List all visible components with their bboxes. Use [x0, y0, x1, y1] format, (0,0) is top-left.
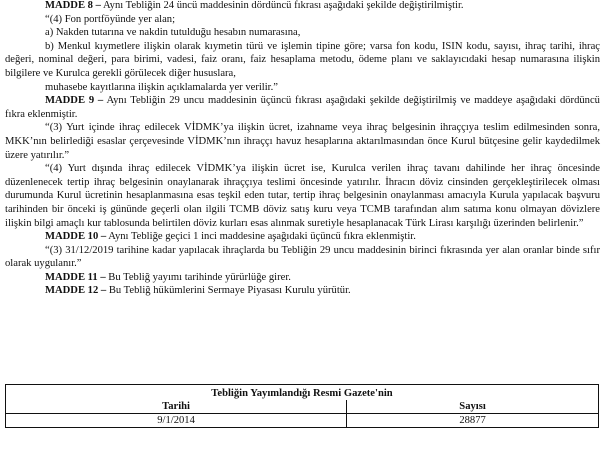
- document-body: [5, 0, 600, 298]
- madde-12-paragraph: [5, 284, 600, 298]
- publication-table-title-row: [6, 385, 599, 401]
- madde-8-text: Aynı Tebliğin 24 üncü maddesinin dördüncü fıkrası aşağıdaki şekilde değiştirilmiştir.: [100, 0, 464, 11]
- publication-table-header-row: [6, 400, 599, 414]
- madde-10-paragraph: [5, 230, 600, 244]
- fikra-4-paragraph: “(4) Yurt dışında ihraç edilecek VİDMK’ya ilişkin ücret ise, Kurulca verilen ihraç tavanı dahilinde her ihraç öncesinde düzenlenecek tertip ihraç belgesinin onaylanarak ihraççıya teslimi öncesinde yatırılır. İhracın döviz cinsinden gerçekleştirilecek olması durumunda Kurul ücretinin hesaplanmasına esas teşkil eden tutar, tertip ihraç belgesinin onaylanması amacıyla Kurula yapılacak başvuru tarihinden bir önceki iş gününde geçerli olan ilgili TCMB döviz satış kuru veya TCMB tarafından alım satıma konu olmayan dövizlere ilişkin bilgi amaçlı kur tablosunda belirtilen döviz kurları esas alınmak suretiyle hesaplanacak Türk Lirası karşılığı üzerinden belirlenir.”: [5, 163, 600, 229]
- madde-10-text: Aynı Tebliğe geçici 1 inci maddesine aşağıdaki üçüncü fıkra eklenmiştir.: [106, 231, 416, 243]
- madde-8-paragraph: [5, 0, 600, 13]
- fon-portfoy-line: “(4) Fon portföyünde yer alan;: [45, 13, 176, 25]
- item-a-line: a) Nakden tutarına ve nakdin tutulduğu hesabın numarasına,: [45, 27, 301, 39]
- madde-11-heading: MADDE 11 –: [45, 271, 106, 283]
- publication-table-title: Tebliğin Yayımlandığı Resmi Gazete'nin: [6, 385, 599, 401]
- madde-9-text: Aynı Tebliğin 29 uncu maddesinin üçüncü fıkrası aşağıdaki şekilde değiştirilmiş ve maddeye aşağıdaki dördüncü fıkra eklenmiştir.: [5, 95, 600, 120]
- madde-10-heading: MADDE 10 –: [45, 231, 107, 243]
- column-header-date: Tarihi: [6, 400, 347, 414]
- gecici-fikra-paragraph: “(3) 31/12/2019 tarihine kadar yapılacak ihraçlarda bu Tebliğin 29 uncu maddesinin birinci fıkrasında yer alan oranlar binde sıfır olarak uygulanır.”: [5, 244, 600, 270]
- item-b-paragraph: b) Menkul kıymetlere ilişkin olarak kıymetin türü ve işlemin tipine göre; varsa fon kodu, ISIN kodu, sayısı, ihraç tarihi, ihraç değeri, nominal değeri, para birimi, vadesi, faiz oranı, faiz hesaplama metodu, ödeme planı ve saklayıcıdaki hesap numarasına ilişkin bilgilere ve Kurulca gerekli görülecek diğer hususlara,: [5, 40, 600, 79]
- madde-8-heading: MADDE 8 –: [45, 0, 101, 11]
- madde-9-heading: MADDE 9 –: [45, 95, 104, 107]
- table-row: [6, 414, 599, 428]
- madde-12-text: Bu Tebliğ hükümlerini Sermaye Piyasası Kurulu yürütür.: [106, 285, 351, 297]
- madde-11-text: Bu Tebliğ yayımı tarihinde yürürlüğe girer.: [105, 271, 291, 283]
- madde-9-paragraph: [5, 94, 600, 121]
- publication-table: [5, 384, 599, 428]
- column-header-number: Sayısı: [347, 400, 599, 414]
- muhasebe-line: muhasebe kayıtlarına ilişkin açıklamalarda yer verilir.”: [45, 81, 278, 93]
- fikra-3-paragraph: “(3) Yurt içinde ihraç edilecek VİDMK’ya ilişkin ücret, izahname veya ihraç belgesinin ihraççıya teslim edilmesinden sonra, MKK’nın belirlediği esaslar çerçevesinde VİDMK’nın ihraççı havuz hesaplarına aktarılmasından önce Kurul bütçesine gelir kaydedilmek üzere yatırılır.”: [5, 122, 600, 161]
- madde-12-heading: MADDE 12 –: [45, 285, 107, 297]
- madde-11-paragraph: [5, 271, 600, 285]
- publication-number-cell: 28877: [347, 414, 599, 428]
- publication-date-cell: 9/1/2014: [6, 414, 347, 428]
